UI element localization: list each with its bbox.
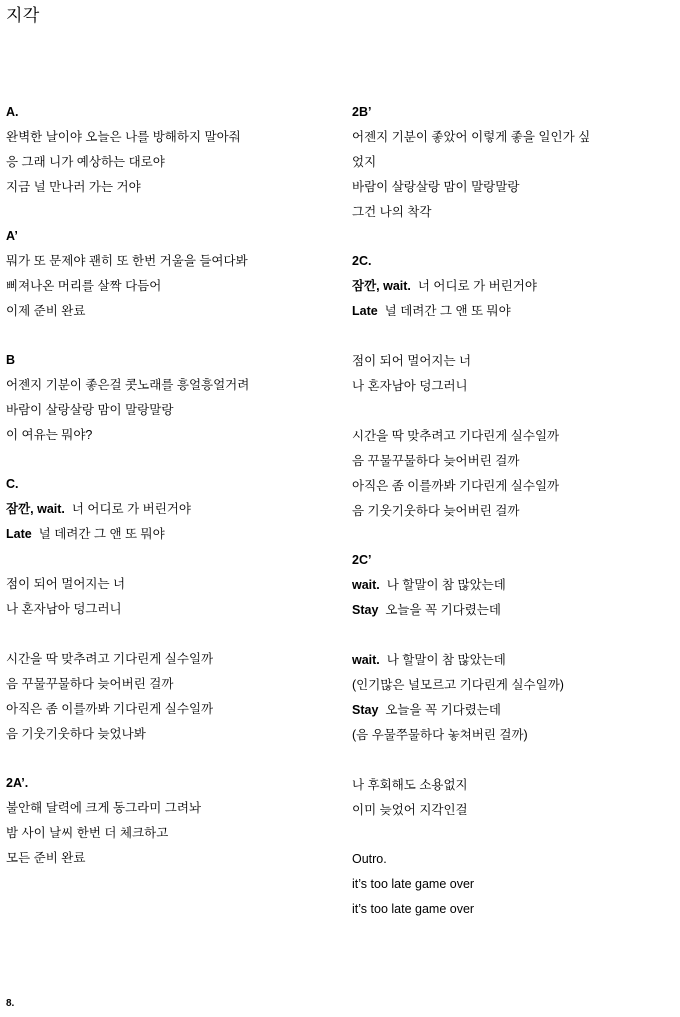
lyric-line: 이 여유는 뭐야? [6,428,93,442]
lyric-line: 음 기웃기웃하다 늦어버린 걸까 [352,504,520,518]
lyric-section [6,100,336,200]
lyric-cue: wait. [352,578,380,592]
page-number: 8. [6,998,15,1009]
line-break [6,622,336,647]
lyric-text: 오늘을 꼭 기다렸는데 [378,703,501,717]
lyric-section [6,472,336,747]
lyric-section [352,100,672,225]
lyric-line: 나 혼자남아 덩그러니 [6,602,122,616]
lyric-line: 어젠지 기분이 좋은걸 콧노래를 흥얼흥얼거려 [6,378,250,392]
lyric-line: 삐져나온 머리를 살짝 다듬어 [6,279,162,293]
lyric-section [352,249,672,524]
line-break [352,324,672,349]
lyric-section [6,771,336,871]
lyric-line: (인기많은 널모르고 기다린게 실수일까) [352,678,564,692]
lyric-cue: Stay [352,603,379,617]
line-break [352,623,672,648]
lyric-line: 나 후회해도 소용없지 [352,778,468,792]
lyric-section [352,548,672,823]
lyric-section [352,847,672,922]
lyric-text: 널 데려간 그 앤 또 뭐야 [31,527,165,541]
right-column [352,100,672,946]
lyric-line: 아직은 좀 이를까봐 기다린게 실수일까 [352,479,560,493]
line-break [352,399,672,424]
lyric-cue: Late [6,527,32,541]
lyric-line [352,299,672,324]
section-label: C. [6,477,19,491]
lyric-line: 음 꾸물꾸물하다 늦어버린 걸까 [6,677,174,691]
lyric-line: 시간을 딱 맞추려고 기다린게 실수일까 [352,429,560,443]
lyric-line: it’s too late game over [352,902,475,916]
lyric-cue: Stay [352,703,379,717]
lyric-cue: Late [352,304,378,318]
section-label: 2A’. [6,776,29,790]
lyric-line: 불안해 달력에 크게 동그라미 그려놔 [6,801,202,815]
lyric-line [352,598,672,623]
lyric-text: 나 할말이 참 많았는데 [379,578,506,592]
lyric-cue: 잠깐, wait. [6,502,65,516]
lyric-line: 바람이 살랑살랑 맘이 말랑말랑 [352,180,520,194]
lyric-line: 었지 [352,155,377,169]
lyric-line: 점이 되어 멀어지는 너 [6,577,126,591]
lyric-line [352,573,672,598]
left-column [6,100,336,895]
lyric-line: 모든 준비 완료 [6,851,86,865]
lyric-section [6,348,336,448]
lyric-line: 아직은 좀 이를까봐 기다린게 실수일까 [6,702,214,716]
lyric-cue: 잠깐, wait. [352,279,411,293]
lyric-line: 밤 사이 날씨 한번 더 체크하고 [6,826,169,840]
section-label: Outro. [352,852,387,866]
lyric-text: 너 어디로 가 버린거야 [64,502,191,516]
lyric-line: 그건 나의 착각 [352,205,432,219]
lyric-section [6,224,336,324]
lyric-line: 시간을 딱 맞추려고 기다린게 실수일까 [6,652,214,666]
lyric-text: 너 어디로 가 버린거야 [410,279,537,293]
lyric-line: 뭐가 또 문제야 괜히 또 한번 거울을 들여다봐 [6,254,248,268]
lyric-line: 음 꾸물꾸물하다 늦어버린 걸까 [352,454,520,468]
section-label: A. [6,105,19,119]
lyric-line [352,274,672,299]
lyric-line: 음 기웃기웃하다 늦었나봐 [6,727,146,741]
lyric-line: 지금 널 만나러 가는 거야 [6,180,141,194]
lyric-line: (음 우물쭈물하다 놓쳐버린 걸까) [352,728,528,742]
lyric-line [352,648,672,673]
lyric-line [6,522,336,547]
lyric-line: 응 그래 니가 예상하는 대로야 [6,155,165,169]
section-label: B [6,353,16,367]
lyric-line [6,497,336,522]
section-label: A’ [6,229,18,243]
lyric-cue: wait. [352,653,380,667]
line-break [6,547,336,572]
lyric-line: it’s too late game over [352,877,475,891]
lyric-line: 이미 늦었어 지각인걸 [352,803,468,817]
section-label: 2C’ [352,553,372,567]
section-label: 2C. [352,254,372,268]
page-title: 지각 [6,6,40,25]
lyric-line: 점이 되어 멀어지는 너 [352,354,472,368]
lyric-line: 어젠지 기분이 좋았어 이렇게 좋을 일인가 싶 [352,130,591,144]
lyric-line: 이제 준비 완료 [6,304,86,318]
lyric-line: 바람이 살랑살랑 맘이 말랑말랑 [6,403,174,417]
lyric-text: 널 데려간 그 앤 또 뭐야 [377,304,511,318]
section-label: 2B’ [352,105,372,119]
lyric-line [352,698,672,723]
lyric-line: 나 혼자남아 덩그러니 [352,379,468,393]
line-break [352,748,672,773]
lyric-text: 오늘을 꼭 기다렸는데 [378,603,501,617]
lyric-text: 나 할말이 참 많았는데 [379,653,506,667]
lyric-line: 완벽한 날이야 오늘은 나를 방해하지 말아줘 [6,130,241,144]
